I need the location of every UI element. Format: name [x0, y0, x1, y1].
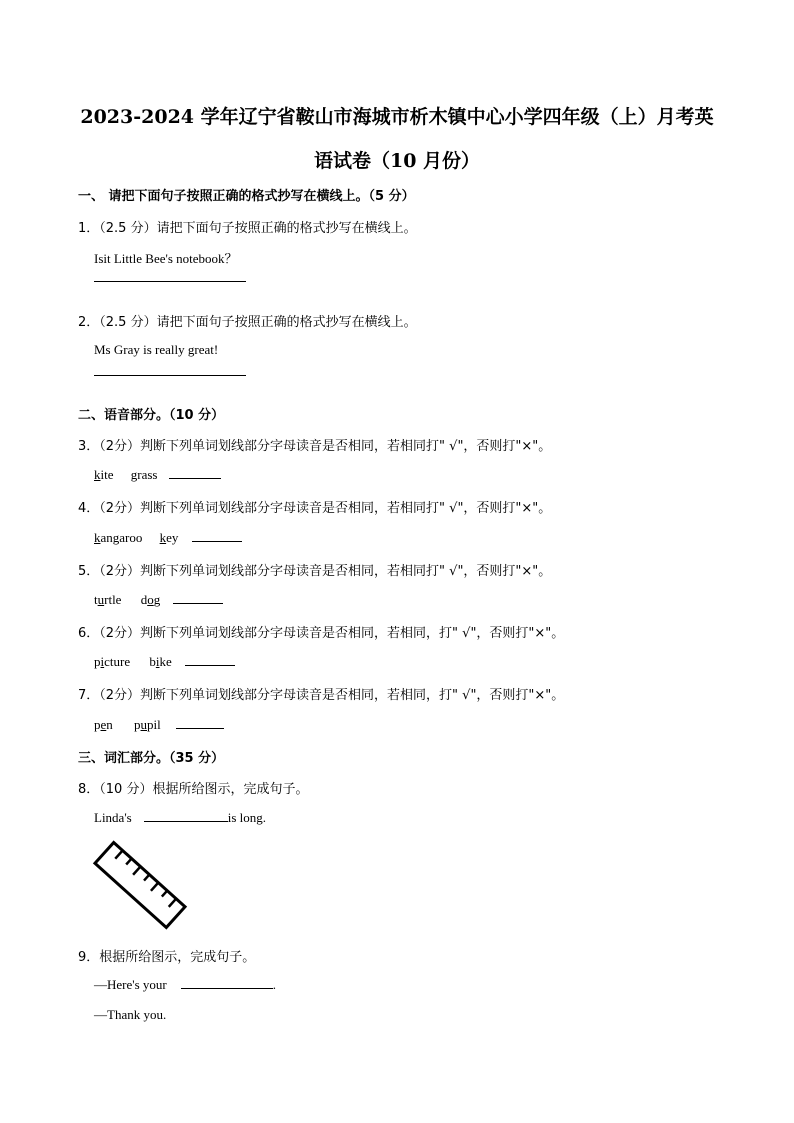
question-4-words	[94, 529, 242, 546]
word-grass: grass	[130, 467, 158, 482]
question-5-stem: 5．（2分）判断下列单词划线部分字母读音是否相同，若相同打" √"，否则打"×"。	[78, 564, 552, 579]
question-1-answer-line	[94, 280, 246, 282]
ruler-icon	[92, 840, 188, 930]
question-7-stem: 7．（2分）判断下列单词划线部分字母读音是否相同，若相同，打" √"，否则打"×"。	[78, 688, 565, 703]
exam-title-line1: 2023-2024 学年辽宁省鞍山市海城市析木镇中心小学四年级（上）月考英	[80, 106, 714, 128]
question-2-answer-line	[94, 374, 246, 376]
question-8-answer-line	[144, 809, 228, 822]
word-key: key	[159, 530, 179, 545]
word-bike: bike	[149, 654, 172, 669]
exam-title-line2: 语试卷（10 月份）	[313, 150, 481, 172]
question-8-sentence: Linda's is long.	[94, 810, 267, 825]
word-turtle: turtle	[94, 592, 122, 607]
question-2-sentence: Ms Gray is really great!	[94, 342, 219, 357]
question-5-words	[94, 591, 223, 608]
question-9-line1: —Here's your .	[94, 977, 276, 992]
section-3-heading: 三、词汇部分。（35 分）	[78, 751, 225, 766]
question-9-answer-line	[181, 976, 273, 989]
section-1-heading: 一、 请把下面句子按照正确的格式抄写在横线上。（5 分）	[78, 189, 415, 204]
question-3-answer-line	[169, 466, 221, 479]
question-6-words	[94, 653, 235, 670]
section-2-heading: 二、语音部分。（10 分）	[78, 408, 225, 423]
question-3-stem: 3．（2分）判断下列单词划线部分字母读音是否相同，若相同打" √"，否则打"×"。	[78, 439, 552, 454]
question-8-stem: 8．（10 分）根据所给图示，完成句子。	[78, 782, 309, 797]
word-kite: kite	[94, 467, 114, 482]
word-picture: picture	[94, 654, 131, 669]
question-4-stem: 4．（2分）判断下列单词划线部分字母读音是否相同，若相同打" √"，否则打"×"。	[78, 501, 552, 516]
question-4-answer-line	[192, 529, 242, 542]
question-7-answer-line	[176, 716, 224, 729]
word-pen: pen	[94, 717, 113, 732]
question-1-stem: 1．（2.5 分）请把下面句子按照正确的格式抄写在横线上。	[78, 221, 417, 236]
question-6-answer-line	[185, 653, 235, 666]
question-6-stem: 6．（2分）判断下列单词划线部分字母读音是否相同，若相同，打" √"，否则打"×"。	[78, 626, 565, 641]
word-pupil: pupil	[134, 717, 161, 732]
question-5-answer-line	[173, 591, 223, 604]
question-2-stem: 2．（2.5 分）请把下面句子按照正确的格式抄写在横线上。	[78, 315, 417, 330]
question-1-sentence: Isit Little Bee's notebook？	[94, 251, 238, 266]
question-9-stem: 9．根据所给图示，完成句子。	[78, 950, 256, 965]
question-7-words	[94, 716, 224, 733]
question-9-line2: —Thank you.	[94, 1007, 167, 1022]
question-3-words	[94, 466, 221, 483]
word-dog: dog	[140, 592, 161, 607]
word-kangaroo: kangaroo	[94, 530, 143, 545]
